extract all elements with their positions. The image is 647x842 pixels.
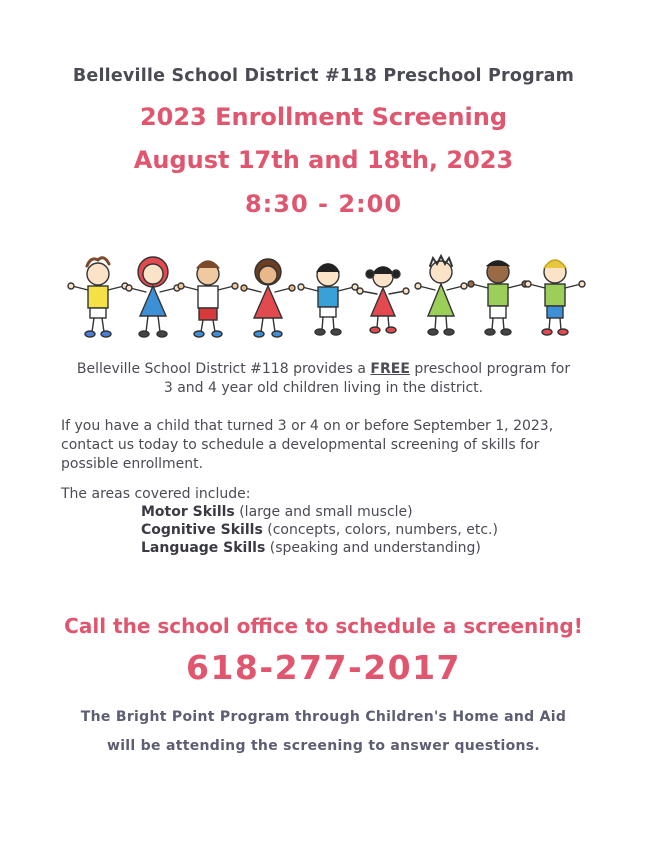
intro-text-start: Belleville School District #118 provides a: [76, 361, 371, 377]
district-program-heading: Belleville School District #118 Preschool Program: [72, 66, 575, 86]
skill-desc: (concepts, colors, numbers, etc.): [262, 522, 498, 538]
intro-line-2: 3 and 4 year old children living in the district.: [163, 380, 484, 396]
skill-name: Cognitive Skills: [141, 522, 263, 538]
page-title: 2023 Enrollment Screening: [139, 103, 508, 131]
event-dates: August 17th and 18th, 2023: [133, 146, 514, 174]
children-illustration: [58, 246, 588, 346]
child-figure-2: [126, 257, 180, 337]
child-figure-4: [241, 259, 295, 337]
child-figure-3: [178, 261, 238, 337]
eligibility-line-1: If you have a child that turned 3 or 4 on or before September 1, 2023,: [61, 418, 554, 434]
areas-intro: The areas covered include:: [61, 486, 251, 502]
free-emphasis: FREE: [370, 361, 410, 377]
phone-number: 618-277-2017: [185, 648, 461, 687]
eligibility-paragraph: [61, 417, 581, 474]
skill-desc: (speaking and understanding): [265, 540, 481, 556]
call-to-action: Call the school office to schedule a screening!: [64, 614, 583, 638]
skill-item-motor: [141, 503, 561, 521]
child-figure-6: [357, 267, 409, 333]
bright-point-line-2: will be attending the screening to answer questions.: [106, 738, 541, 754]
eligibility-line-3: possible enrollment.: [61, 456, 204, 472]
skill-desc: (large and small muscle): [234, 504, 413, 520]
skills-list: [141, 503, 561, 557]
child-figure-1: [68, 258, 128, 337]
skill-item-cognitive: [141, 521, 561, 539]
child-figure-8: [468, 261, 528, 335]
skill-name: Language Skills: [141, 540, 266, 556]
event-time: 8:30 - 2:00: [244, 190, 403, 218]
skill-item-language: [141, 539, 561, 557]
child-figure-7: [415, 256, 467, 335]
bright-point-note: [0, 703, 647, 761]
skill-name: Motor Skills: [141, 504, 235, 520]
child-figure-5: [298, 264, 358, 335]
intro-paragraph: [0, 360, 647, 398]
intro-text-end: preschool program for: [409, 361, 571, 377]
child-figure-9: [525, 260, 585, 335]
eligibility-line-2: contact us today to schedule a developmental screening of skills for: [61, 437, 540, 453]
bright-point-line-1: The Bright Point Program through Children's Home and Aid: [80, 709, 567, 725]
